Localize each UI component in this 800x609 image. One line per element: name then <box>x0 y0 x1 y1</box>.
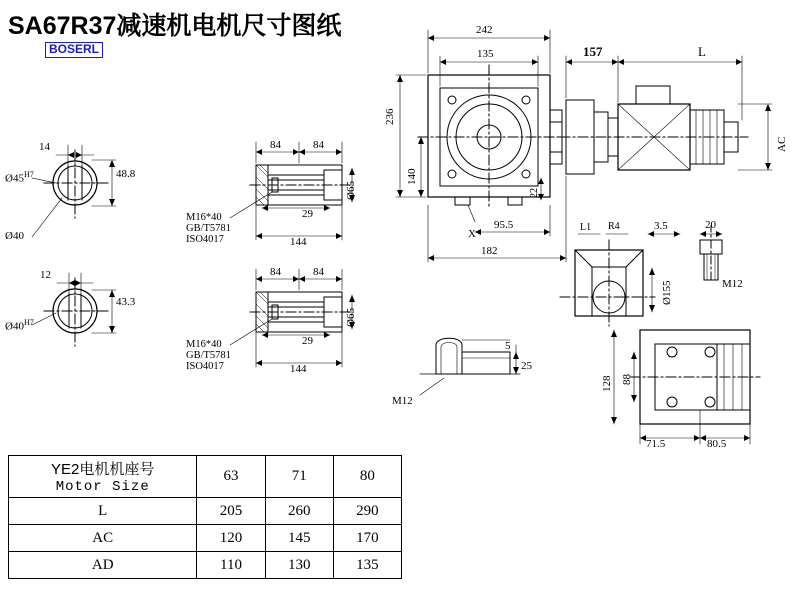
dim-shaft-d-top: 144 <box>290 236 307 248</box>
dim-M12-bolt: M12 <box>722 278 743 290</box>
shaft-side-view-top <box>230 142 355 240</box>
dim-overall-width: 242 <box>476 24 493 36</box>
dim-shaft-c-bottom: 29 <box>302 335 313 347</box>
dim-128: 128 <box>601 375 613 392</box>
dim-182: 182 <box>481 245 498 257</box>
dim-shaft-dia-top2: Ø40 <box>5 230 24 242</box>
brand-logo: BOSERL <box>45 42 103 58</box>
dim-height-140: 140 <box>406 168 418 185</box>
dim-20: 20 <box>705 219 716 231</box>
dim-height-bottom: 43.3 <box>116 296 136 308</box>
dim-motor-length: L <box>698 44 706 59</box>
dim-95-5: 95.5 <box>494 219 514 231</box>
table-row <box>9 498 402 525</box>
dim-71-5: 71.5 <box>646 438 666 450</box>
table-header-label-cn: YE2电机机座号 <box>51 461 155 478</box>
table-row <box>9 525 402 552</box>
dim-inner-width: 135 <box>477 48 494 60</box>
dim-88: 88 <box>621 374 633 385</box>
dim-shaft-dia-bottom: $Ø40^{H7}$ <box>5 318 34 333</box>
dim-80-5: 80.5 <box>707 438 727 450</box>
dim-22: 22 <box>529 188 540 198</box>
table-cell: 290 <box>333 498 401 525</box>
table-cell: 260 <box>265 498 333 525</box>
left-top-shaft-section <box>32 145 116 237</box>
dim-shaft-dia-top: $Ø45^{H7}$ <box>5 170 34 185</box>
table-cell: 205 <box>197 498 265 525</box>
dim-R4: R4 <box>608 221 620 232</box>
table-header-value: 71 <box>265 456 333 498</box>
thread-note-top: M16*40 <box>186 212 222 223</box>
shaft-side-view-bottom <box>230 269 355 367</box>
motor-size-table <box>8 455 402 579</box>
table-row-label: AC <box>9 525 197 552</box>
dim-shaft-dia-side-top: Ø65 <box>345 181 357 200</box>
label-M12-cover: M12 <box>392 395 413 407</box>
dim-shaft-d-bottom: 144 <box>290 363 307 375</box>
dim-ac: AC <box>776 136 788 152</box>
table-cell: 110 <box>197 552 265 579</box>
dim-key-width-bottom: 12 <box>40 269 51 281</box>
dim-shaft-a-top: 84 <box>270 139 281 151</box>
bolt-detail <box>700 226 722 280</box>
table-row-label: AD <box>9 552 197 579</box>
table-row <box>9 456 402 498</box>
dim-shaft-a-bottom: 84 <box>270 266 281 278</box>
table-cell: 135 <box>333 552 401 579</box>
table-cell: 120 <box>197 525 265 552</box>
dim-3-5: 3.5 <box>654 220 668 232</box>
table-row-label: L <box>9 498 197 525</box>
table-header-label-en: Motor Size <box>55 479 150 495</box>
table-header-label <box>9 456 197 498</box>
table-header-value: 80 <box>333 456 401 498</box>
table-header-value: 63 <box>197 456 265 498</box>
dim-shaft-c-top: 29 <box>302 208 313 220</box>
table-cell: 130 <box>265 552 333 579</box>
gearbox-end-view <box>560 231 680 326</box>
left-bottom-shaft-section <box>32 273 116 346</box>
dim-key-width-top: 14 <box>39 141 50 153</box>
dim-shaft-b-top: 84 <box>313 139 324 151</box>
dim-shaft-b-bottom: 84 <box>313 266 324 278</box>
thread-std2-top: ISO4017 <box>186 234 224 245</box>
base-plate-view <box>611 330 760 444</box>
dim-motor-flange: 157 <box>583 44 603 59</box>
page-title: SA67R37减速机电机尺寸图纸 <box>8 12 342 40</box>
table-cell: 145 <box>265 525 333 552</box>
label-x: X <box>468 228 476 240</box>
dim-shaft-dia-side-bottom: Ø65 <box>345 308 357 327</box>
thread-std1-bottom: GB/T5781 <box>186 350 231 361</box>
dim-height-236: 236 <box>384 108 396 125</box>
thread-std1-top: GB/T5781 <box>186 223 231 234</box>
dim-L1: L1 <box>580 222 592 233</box>
table-cell: 170 <box>333 525 401 552</box>
dim-cover-25: 25 <box>521 360 532 372</box>
table-row <box>9 552 402 579</box>
thread-std2-bottom: ISO4017 <box>186 361 224 372</box>
dim-dia-155: Ø155 <box>661 280 673 305</box>
dim-height-top: 48.8 <box>116 168 136 180</box>
thread-note-bottom: M16*40 <box>186 339 222 350</box>
dim-cover-5: 5 <box>505 340 511 352</box>
